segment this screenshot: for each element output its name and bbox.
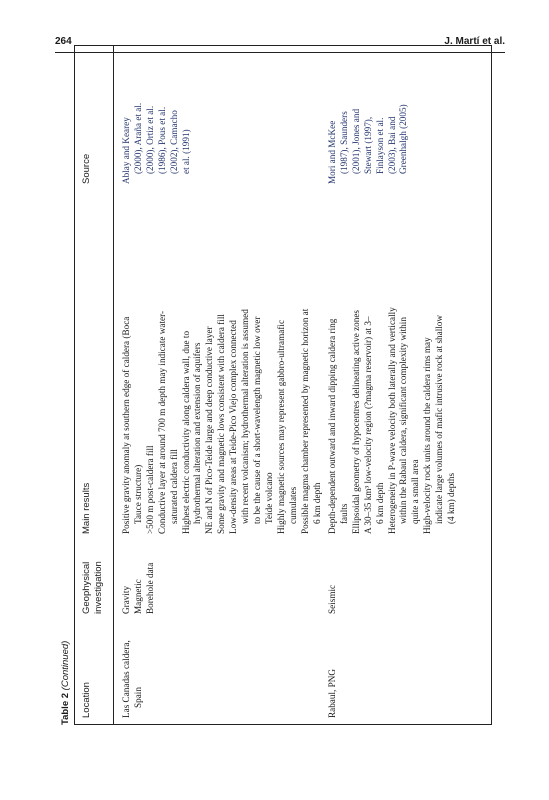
table-header xyxy=(75,46,114,724)
page-number: 264 xyxy=(55,36,72,47)
data-table xyxy=(74,45,492,725)
source-cell-line: (2002), Camacho xyxy=(168,110,179,174)
header-main-results: Main results xyxy=(81,482,92,534)
source-cell-line: (1986), Pous et al. xyxy=(156,106,167,174)
main-results-cell-line: High-velocity rock units around the caldera rims may xyxy=(422,337,433,534)
table-caption-label: Table 2 xyxy=(60,692,71,725)
main-results-cell-line: Low-density areas at Teide-Pico Viejo complex connected xyxy=(228,320,239,534)
main-results-cell-line: within the Rabaul caldera, significant complexity within xyxy=(398,317,409,524)
main-results-cell-line: 6 km depth xyxy=(311,482,322,524)
source-cell-line: Finlayson et al. xyxy=(374,117,385,174)
main-results-cell xyxy=(121,199,323,534)
location-cell-line: Las Canadas caldera, xyxy=(121,640,131,718)
header-geophysical xyxy=(81,561,105,614)
main-results-cell-line: Heterogeneity in P-wave velocity both laterally and vertically xyxy=(386,307,397,534)
location-cell-line: Spain xyxy=(132,687,143,708)
main-results-cell-line: indicate large volumes of mafic intrusive rock at shallow xyxy=(434,314,445,524)
main-results-cell-line: >500 m post-caldera fill xyxy=(144,445,155,534)
main-results-cell-line: Conductive layer at around 700 m depth may indicate water- xyxy=(156,310,167,534)
main-results-cell xyxy=(327,199,458,534)
geophysical-cell-line: Borehole data xyxy=(144,562,155,614)
main-results-cell-line: (4 km) depths xyxy=(446,472,457,524)
source-cell-line: Ablay and Kearey xyxy=(121,117,131,184)
main-results-cell-line: Positive gravity anomaly at southern edge of caldera (Boca xyxy=(121,316,131,534)
main-results-cell-line: Some gravity and magnetic lows consistent with caldera fill xyxy=(216,314,227,534)
main-results-cell-line: Highest electric conductivity along caldera wall, due to xyxy=(180,330,191,534)
source-cell-line: (2000), Araña et al. xyxy=(132,102,143,174)
main-results-cell-line: hydrothermal alteration and extension of aquifers xyxy=(192,342,203,524)
header-source: Source xyxy=(81,153,92,184)
geophysical-cell-line: Seismic xyxy=(327,584,337,614)
table-caption-continued: (Continued) xyxy=(60,640,71,691)
main-results-cell-line: Tauce structure) xyxy=(132,464,143,524)
main-results-cell-line: cumulates xyxy=(287,486,298,524)
location-cell xyxy=(121,638,145,718)
source-cell-line: Mori and McKee xyxy=(327,120,337,184)
main-results-cell-line: A 30–35 km³ low-velocity region (?magma reservoir) at 3– xyxy=(362,316,373,534)
geophysical-cell xyxy=(121,542,157,614)
geophysical-cell-line: Gravity xyxy=(121,585,131,614)
main-results-cell-line: Teide volcano xyxy=(263,472,274,524)
main-results-cell-line: quite a small area xyxy=(410,459,421,524)
running-head-authors: J. Martí et al. xyxy=(444,36,505,47)
main-results-cell-line: saturated caldera fill xyxy=(168,449,179,524)
source-cell xyxy=(327,52,410,184)
geophysical-cell xyxy=(327,542,339,614)
geophysical-cell-line: Magnetic xyxy=(132,579,143,614)
source-cell xyxy=(121,52,192,184)
main-results-cell-line: to be the cause of a short-wavelength magnetic low over xyxy=(251,316,262,524)
source-cell-line: (1987), Saunders xyxy=(338,111,349,174)
main-results-cell-line: Ellipsoidal geometry of hypocentres delineating active zones xyxy=(350,310,361,534)
header-geophysical-line: investigation xyxy=(93,561,104,614)
source-cell-line: (2000), Ortiz et al. xyxy=(144,105,155,174)
source-cell-line: et al. (1991) xyxy=(180,129,191,174)
header-geophysical-line: Geophysical xyxy=(81,561,92,614)
main-results-cell-line: 6 km depth xyxy=(374,482,385,524)
main-results-cell-line: Possible magma chamber represented by magnetic horizon at xyxy=(299,308,310,534)
main-results-cell-line: with recent volcanism; hydrothermal alteration is assumed xyxy=(240,309,251,524)
header-location: Location xyxy=(81,682,92,718)
location-cell-line: Rabaul, PNG xyxy=(327,669,337,718)
rotated-table xyxy=(60,45,490,725)
main-results-cell-line: Depth-dependent outward and inward dipping caldera ring xyxy=(327,318,337,534)
main-results-cell-line: NE and N of Pico-Teide large and deep conductive layer xyxy=(204,326,215,534)
location-cell xyxy=(327,638,339,718)
source-cell-line: (2001), Jones and xyxy=(350,108,361,174)
source-cell-line: Greenhalgh (2005) xyxy=(398,104,409,174)
source-cell-line: Stewart (1997), xyxy=(362,116,373,174)
main-results-cell-line: Highly magnetic sources may represent gabbro-ultramafic xyxy=(275,319,286,534)
main-results-cell-line: faults xyxy=(338,503,349,524)
source-cell-line: (2003), Bai and xyxy=(386,116,397,174)
